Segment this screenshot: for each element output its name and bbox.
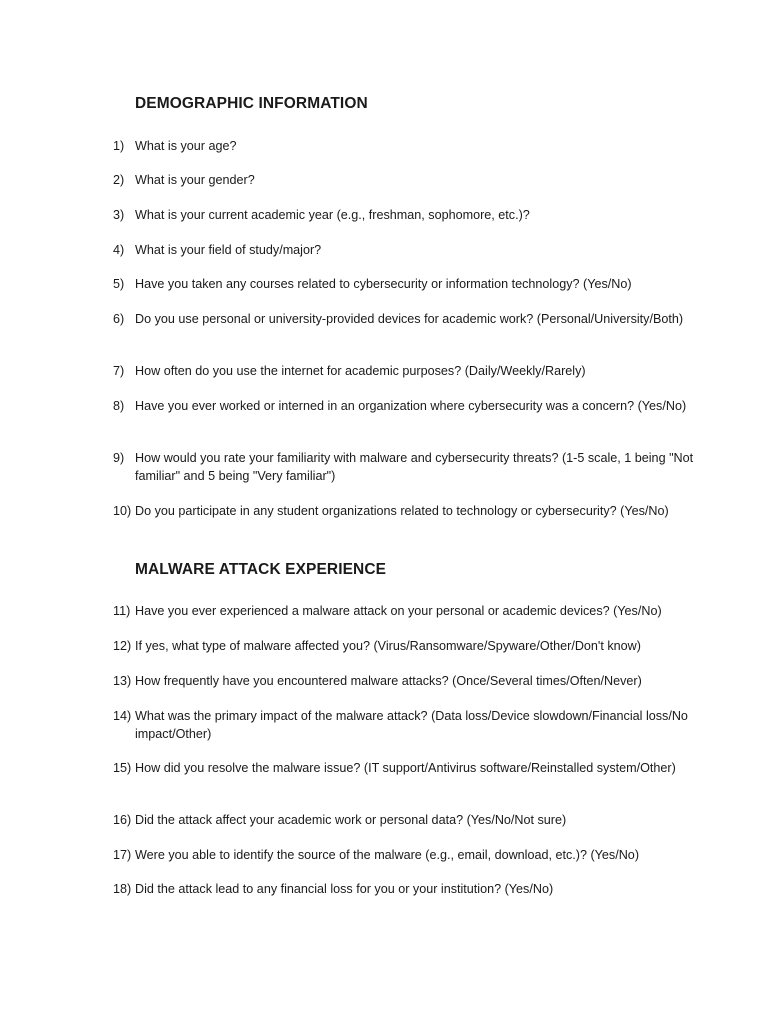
question-number: 16) [113,813,132,827]
question-text: How often do you use the internet for academic purposes? (Daily/Weekly/Rarely) [135,364,586,378]
question-number: 9) [113,451,125,465]
question-number: 5) [113,277,125,291]
question-text: What is your age? [135,139,237,153]
question-number: 17) [113,848,132,862]
question-number: 3) [113,208,125,222]
question-text: Did the attack lead to any financial loss for you or your institution? (Yes/No) [135,882,554,896]
question-text: Did the attack affect your academic work or personal data? (Yes/No/Not sure) [135,813,567,827]
question-number: 13) [113,674,132,688]
question-number: 8) [113,399,125,413]
question-number: 14) [113,709,132,723]
question-number: 4) [113,243,125,257]
question-number: 11) [113,604,131,618]
section-title-demographic: DEMOGRAPHIC INFORMATION [135,95,368,112]
question-text: What is your field of study/major? [135,243,322,257]
question-text: What is your gender? [135,173,255,187]
question-number: 12) [113,639,132,653]
question-text: Have you ever experienced a malware attack on your personal or academic devices? (Yes/No) [135,604,662,618]
question-text: How would you rate your familiarity with malware and cybersecurity threats? (1-5 scale, 1 being "Not familiar" and 5 being "Very familiar") [135,451,694,483]
question-text: What was the primary impact of the malware attack? (Data loss/Device slowdown/Financial loss/No impact/Other) [135,709,688,741]
question-text: How did you resolve the malware issue? (IT support/Antivirus software/Reinstalled system/Other) [135,761,676,775]
question-number: 6) [113,312,125,326]
question-text: Were you able to identify the source of the malware (e.g., email, download, etc.)? (Yes/No) [135,848,640,862]
question-number: 7) [113,364,125,378]
question-text: Have you taken any courses related to cybersecurity or information technology? (Yes/No) [135,277,632,291]
question-number: 2) [113,173,125,187]
question-number: 1) [113,139,125,153]
question-text: Do you use personal or university-provided devices for academic work? (Personal/University/Both) [135,312,684,326]
question-text: Have you ever worked or interned in an organization where cybersecurity was a concern? (Yes/No) [135,399,687,413]
question-number: 15) [113,761,132,775]
question-text: Do you participate in any student organizations related to technology or cybersecurity? (Yes/No) [135,504,669,518]
question-number: 10) [113,504,132,518]
section-title-malware: MALWARE ATTACK EXPERIENCE [135,561,387,578]
question-number: 18) [113,882,132,896]
question-text: How frequently have you encountered malware attacks? (Once/Several times/Often/Never) [135,674,642,688]
question-text: If yes, what type of malware affected you? (Virus/Ransomware/Spyware/Other/Don't know) [135,639,641,653]
question-text: What is your current academic year (e.g., freshman, sophomore, etc.)? [135,208,530,222]
